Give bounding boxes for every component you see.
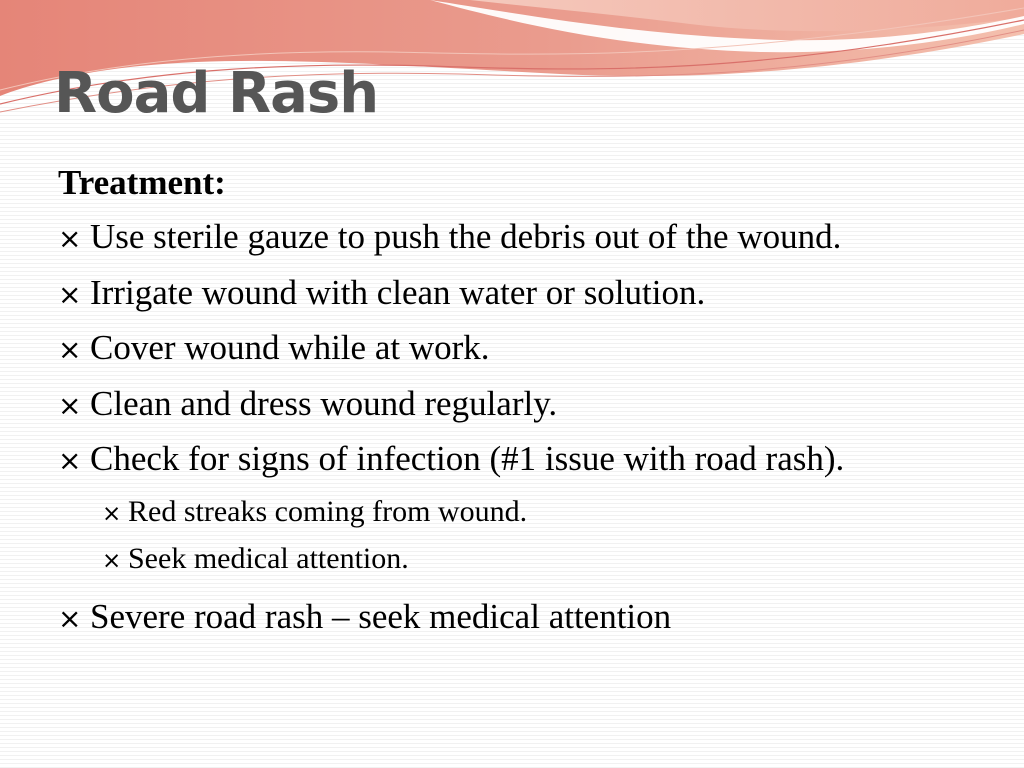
bullet-text: Use sterile gauze to push the debris out of the wound.	[90, 217, 842, 256]
x-bullet-icon: ×	[102, 500, 122, 527]
list-item	[58, 436, 1018, 492]
slide-body	[58, 160, 1018, 649]
treatment-list	[58, 214, 1018, 649]
list-item	[58, 381, 1018, 437]
bullet-text: Check for signs of infection (#1 issue with road rash).	[90, 439, 845, 478]
slide-title: Road Rash	[54, 61, 379, 126]
bullet-text: Clean and dress wound regularly.	[90, 383, 558, 423]
bullet-text: Cover wound while at work.	[90, 328, 490, 367]
sub-list-item	[58, 539, 1018, 586]
x-bullet-icon: ×	[58, 333, 82, 366]
x-bullet-icon: ×	[102, 547, 122, 574]
list-item	[58, 325, 1018, 381]
list-item	[58, 214, 1018, 270]
x-bullet-icon: ×	[58, 601, 82, 635]
bullet-text: Irrigate wound with clean water or solution.	[90, 272, 706, 312]
treatment-heading: Treatment:	[58, 163, 226, 202]
sub-bullet-text: Seek medical attention.	[128, 541, 409, 575]
list-item	[58, 594, 1018, 650]
x-bullet-icon: ×	[58, 388, 82, 422]
sub-list-item	[58, 492, 1018, 539]
sub-bullet-text: Red streaks coming from wound.	[128, 494, 528, 528]
list-item	[58, 270, 1018, 326]
x-bullet-icon: ×	[58, 277, 82, 311]
x-bullet-icon: ×	[58, 444, 82, 477]
bullet-text: Severe road rash – seek medical attention	[90, 596, 672, 636]
x-bullet-icon: ×	[58, 222, 82, 255]
